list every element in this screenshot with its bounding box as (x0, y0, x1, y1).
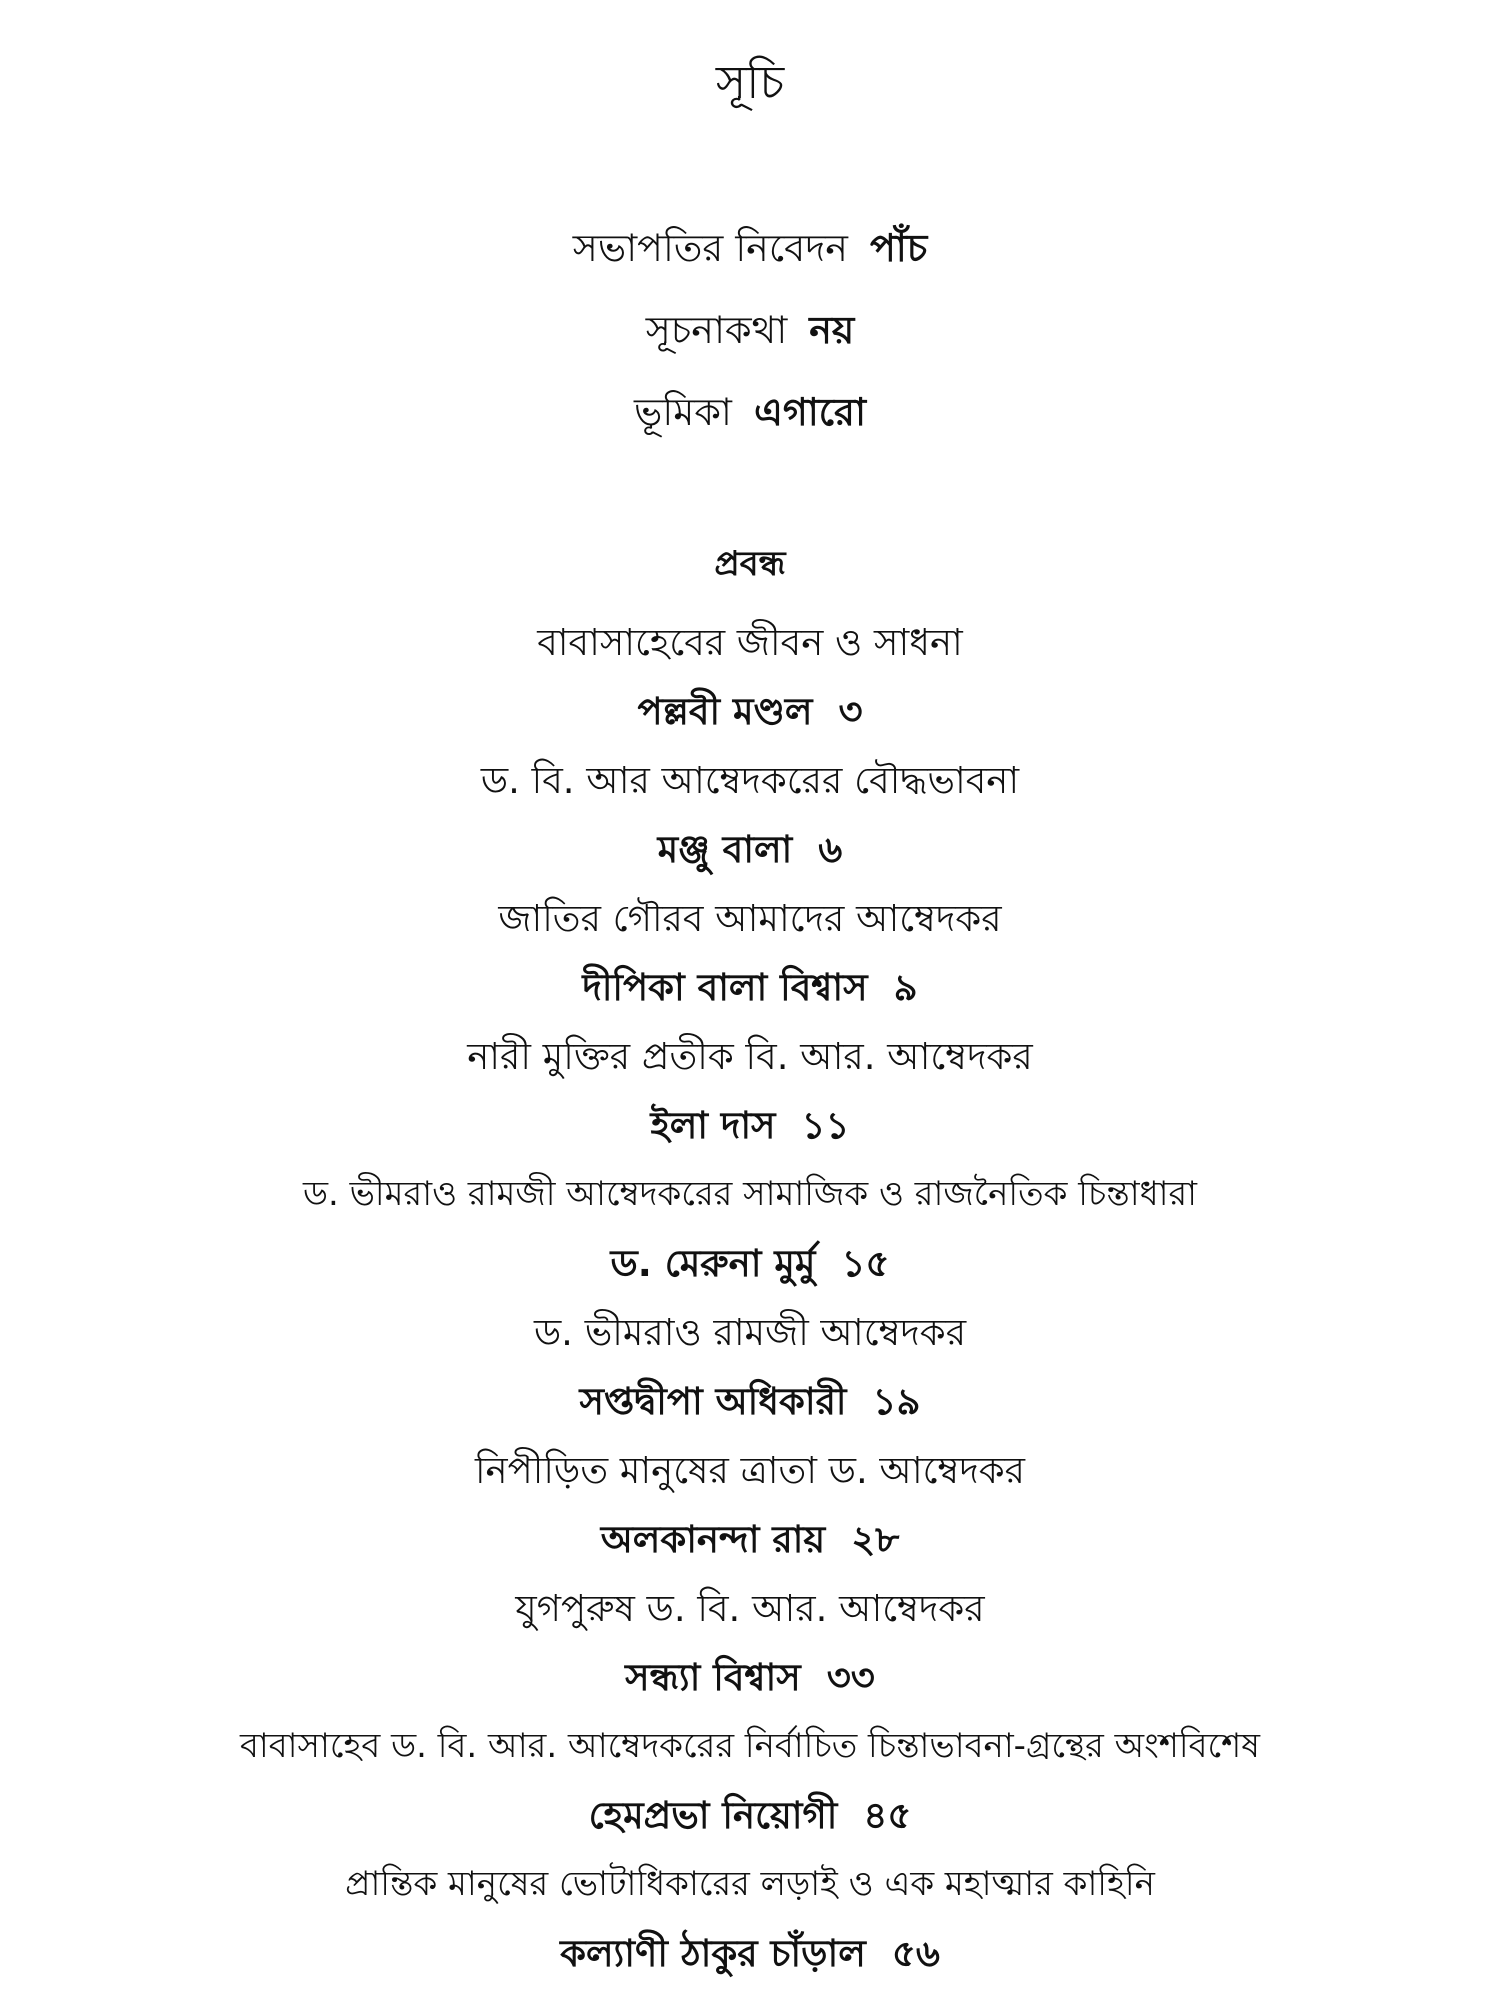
entry-author-line (0, 1919, 1500, 1988)
entry-author: ড. মেরুনা মুর্মু (610, 1242, 816, 1285)
entry-page: ৩৩ (826, 1656, 875, 1699)
entry-title: প্রান্তিক মানুষের ভোটাধিকারের লড়াই ও এক মহাত্মার কাহিনি (345, 1864, 1155, 1904)
entry-page: ১১ (801, 1104, 850, 1147)
front-matter-label: সভাপতির নিবেদন (572, 226, 848, 270)
entry-author: মঞ্জু বালা (657, 828, 793, 871)
front-matter-item (0, 222, 1500, 274)
entry-page: ৩ (838, 690, 863, 733)
front-matter-item (0, 386, 1500, 438)
entry-page: ৪৫ (863, 1794, 912, 1837)
front-matter-label: সূচনাকথা (645, 308, 788, 352)
entry-author-line (0, 677, 1500, 746)
entry-title: ড. ভীমরাও রামজী আম্বেদকরের সামাজিক ও রাজনৈতিক চিন্তাধারা (302, 1174, 1198, 1214)
entry-author-line (0, 1643, 1500, 1712)
entry-author-line (0, 1781, 1500, 1850)
entry-author: সন্ধ্যা বিশ্বাস (625, 1656, 801, 1699)
entry-author-line (0, 1229, 1500, 1298)
entry-author-line (0, 1505, 1500, 1574)
entry-title: নারী মুক্তির প্রতীক বি. আর. আম্বেদকর (467, 1035, 1033, 1078)
entry-title: যুগপুরুষ ড. বি. আর. আম্বেদকর (515, 1587, 985, 1630)
entry-page: ১৯ (872, 1380, 921, 1423)
entry-page: ২৮ (851, 1518, 900, 1561)
entry-author: সপ্তদ্বীপা অধিকারী (579, 1380, 847, 1423)
entry-author: পল্লবী মণ্ডল (637, 690, 813, 733)
entry-title: ড. বি. আর আম্বেদকরের বৌদ্ধভাবনা (480, 759, 1020, 802)
entry-author-line (0, 1367, 1500, 1436)
front-matter-label: ভূমিকা (634, 390, 732, 434)
entry-author-line (0, 953, 1500, 1022)
front-matter-page: পাঁচ (869, 226, 928, 270)
page-title: সূচি (715, 55, 785, 109)
entry-page: ৫৬ (891, 1932, 940, 1975)
front-matter-page: এগারো (753, 390, 866, 434)
entry-page: ১৫ (841, 1242, 890, 1285)
front-matter-page: নয় (809, 308, 855, 352)
entry-author: কল্যাণী ঠাকুর চাঁড়াল (560, 1932, 866, 1975)
entry-page: ৬ (818, 828, 843, 871)
entry-author: দীপিকা বালা বিশ্বাস (582, 966, 868, 1009)
entry-title: বাবাসাহেবের জীবন ও সাধনা (537, 621, 963, 664)
entry-author: ইলা দাস (650, 1104, 776, 1147)
entry-author-line (0, 1091, 1500, 1160)
front-matter-item (0, 304, 1500, 356)
entry-title: ড. ভীমরাও রামজী আম্বেদকর (533, 1311, 967, 1354)
contents-list (0, 608, 1500, 1988)
entry-author-line (0, 815, 1500, 884)
entry-page: ৯ (893, 966, 918, 1009)
entry-title: জাতির গৌরব আমাদের আম্বেদকর (498, 897, 1002, 940)
entry-author: অলকানন্দা রায় (600, 1518, 826, 1561)
entry-title: নিপীড়িত মানুষের ত্রাতা ড. আম্বেদকর (474, 1449, 1026, 1492)
entry-author: হেমপ্রভা নিয়োগী (588, 1794, 838, 1837)
section-heading: প্রবন্ধ (714, 544, 786, 584)
entry-title: বাবাসাহেব ড. বি. আর. আম্বেদকরের নির্বাচিত চিন্তাভাবনা-গ্রন্থের অংশবিশেষ (239, 1726, 1261, 1766)
